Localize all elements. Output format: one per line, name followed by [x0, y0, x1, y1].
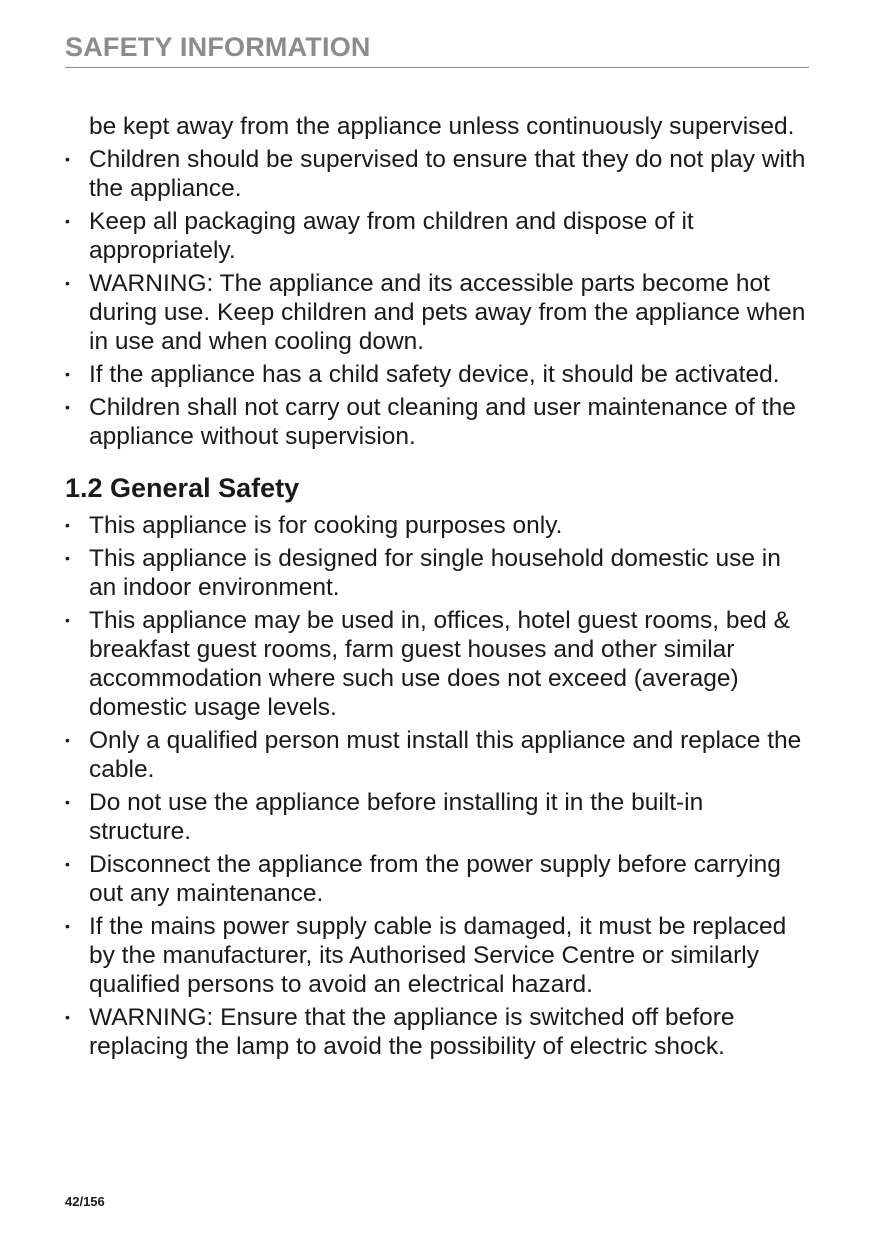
- page-content: [65, 112, 810, 1065]
- list-item: [65, 544, 810, 602]
- list-item-text: Only a qualified person must install this appliance and replace the cable.: [89, 727, 802, 783]
- bullet-icon: •: [65, 517, 70, 533]
- list-item: [65, 511, 810, 540]
- list-item-text: This appliance is for cooking purposes only.: [89, 512, 563, 539]
- list-item: [65, 726, 810, 784]
- general-safety-list: [65, 511, 810, 1061]
- bullet-icon: •: [65, 794, 70, 810]
- children-safety-list: [65, 145, 810, 451]
- bullet-icon: •: [65, 856, 70, 872]
- list-item: [65, 606, 810, 722]
- list-item-text: This appliance may be used in, offices, hotel guest rooms, bed & breakfast guest rooms, farm guest houses and other similar accommodation where such use does not exceed (average) domestic usage levels.: [89, 607, 790, 721]
- bullet-icon: •: [65, 918, 70, 934]
- list-item: [65, 850, 810, 908]
- list-item-text: WARNING: Ensure that the appliance is switched off before replacing the lamp to avoid the possibility of electric shock.: [89, 1004, 735, 1060]
- list-item-text: If the mains power supply cable is damaged, it must be replaced by the manufacturer, its Authorised Service Centre or similarly qualified persons to avoid an electrical hazard.: [89, 913, 787, 998]
- list-item-text: Do not use the appliance before installing it in the built-in structure.: [89, 789, 704, 845]
- bullet-icon: •: [65, 275, 70, 291]
- bullet-icon: •: [65, 399, 70, 415]
- list-item-text: Children shall not carry out cleaning and user maintenance of the appliance without supervision.: [89, 394, 796, 450]
- list-item: [65, 912, 810, 999]
- bullet-icon: •: [65, 550, 70, 566]
- list-item: [65, 1003, 810, 1061]
- section-title: SAFETY INFORMATION: [65, 32, 371, 62]
- list-item-text: Disconnect the appliance from the power supply before carrying out any maintenance.: [89, 851, 781, 907]
- bullet-icon: •: [65, 366, 70, 382]
- list-item: [65, 145, 810, 203]
- header-divider: [65, 67, 809, 68]
- list-item: [65, 269, 810, 356]
- page-number: 42/156: [65, 1194, 105, 1209]
- general-safety-heading: 1.2 General Safety: [65, 473, 300, 503]
- bullet-icon: •: [65, 151, 70, 167]
- bullet-icon: •: [65, 1009, 70, 1025]
- list-item: [65, 360, 810, 389]
- continued-paragraph: be kept away from the appliance unless continuously supervised.: [89, 113, 795, 140]
- list-item-text: If the appliance has a child safety device, it should be activated.: [89, 361, 780, 388]
- list-item: [65, 207, 810, 265]
- bullet-icon: •: [65, 732, 70, 748]
- list-item: [65, 393, 810, 451]
- list-item: [65, 788, 810, 846]
- page-header: [65, 30, 809, 68]
- list-item-text: WARNING: The appliance and its accessible parts become hot during use. Keep children and pets away from the appliance when in use and when cooling down.: [89, 270, 806, 355]
- bullet-icon: •: [65, 213, 70, 229]
- bullet-icon: •: [65, 612, 70, 628]
- list-item-text: Keep all packaging away from children and dispose of it appropriately.: [89, 208, 694, 264]
- list-item-text: This appliance is designed for single household domestic use in an indoor environment.: [89, 545, 781, 601]
- list-item-text: Children should be supervised to ensure that they do not play with the appliance.: [89, 146, 806, 202]
